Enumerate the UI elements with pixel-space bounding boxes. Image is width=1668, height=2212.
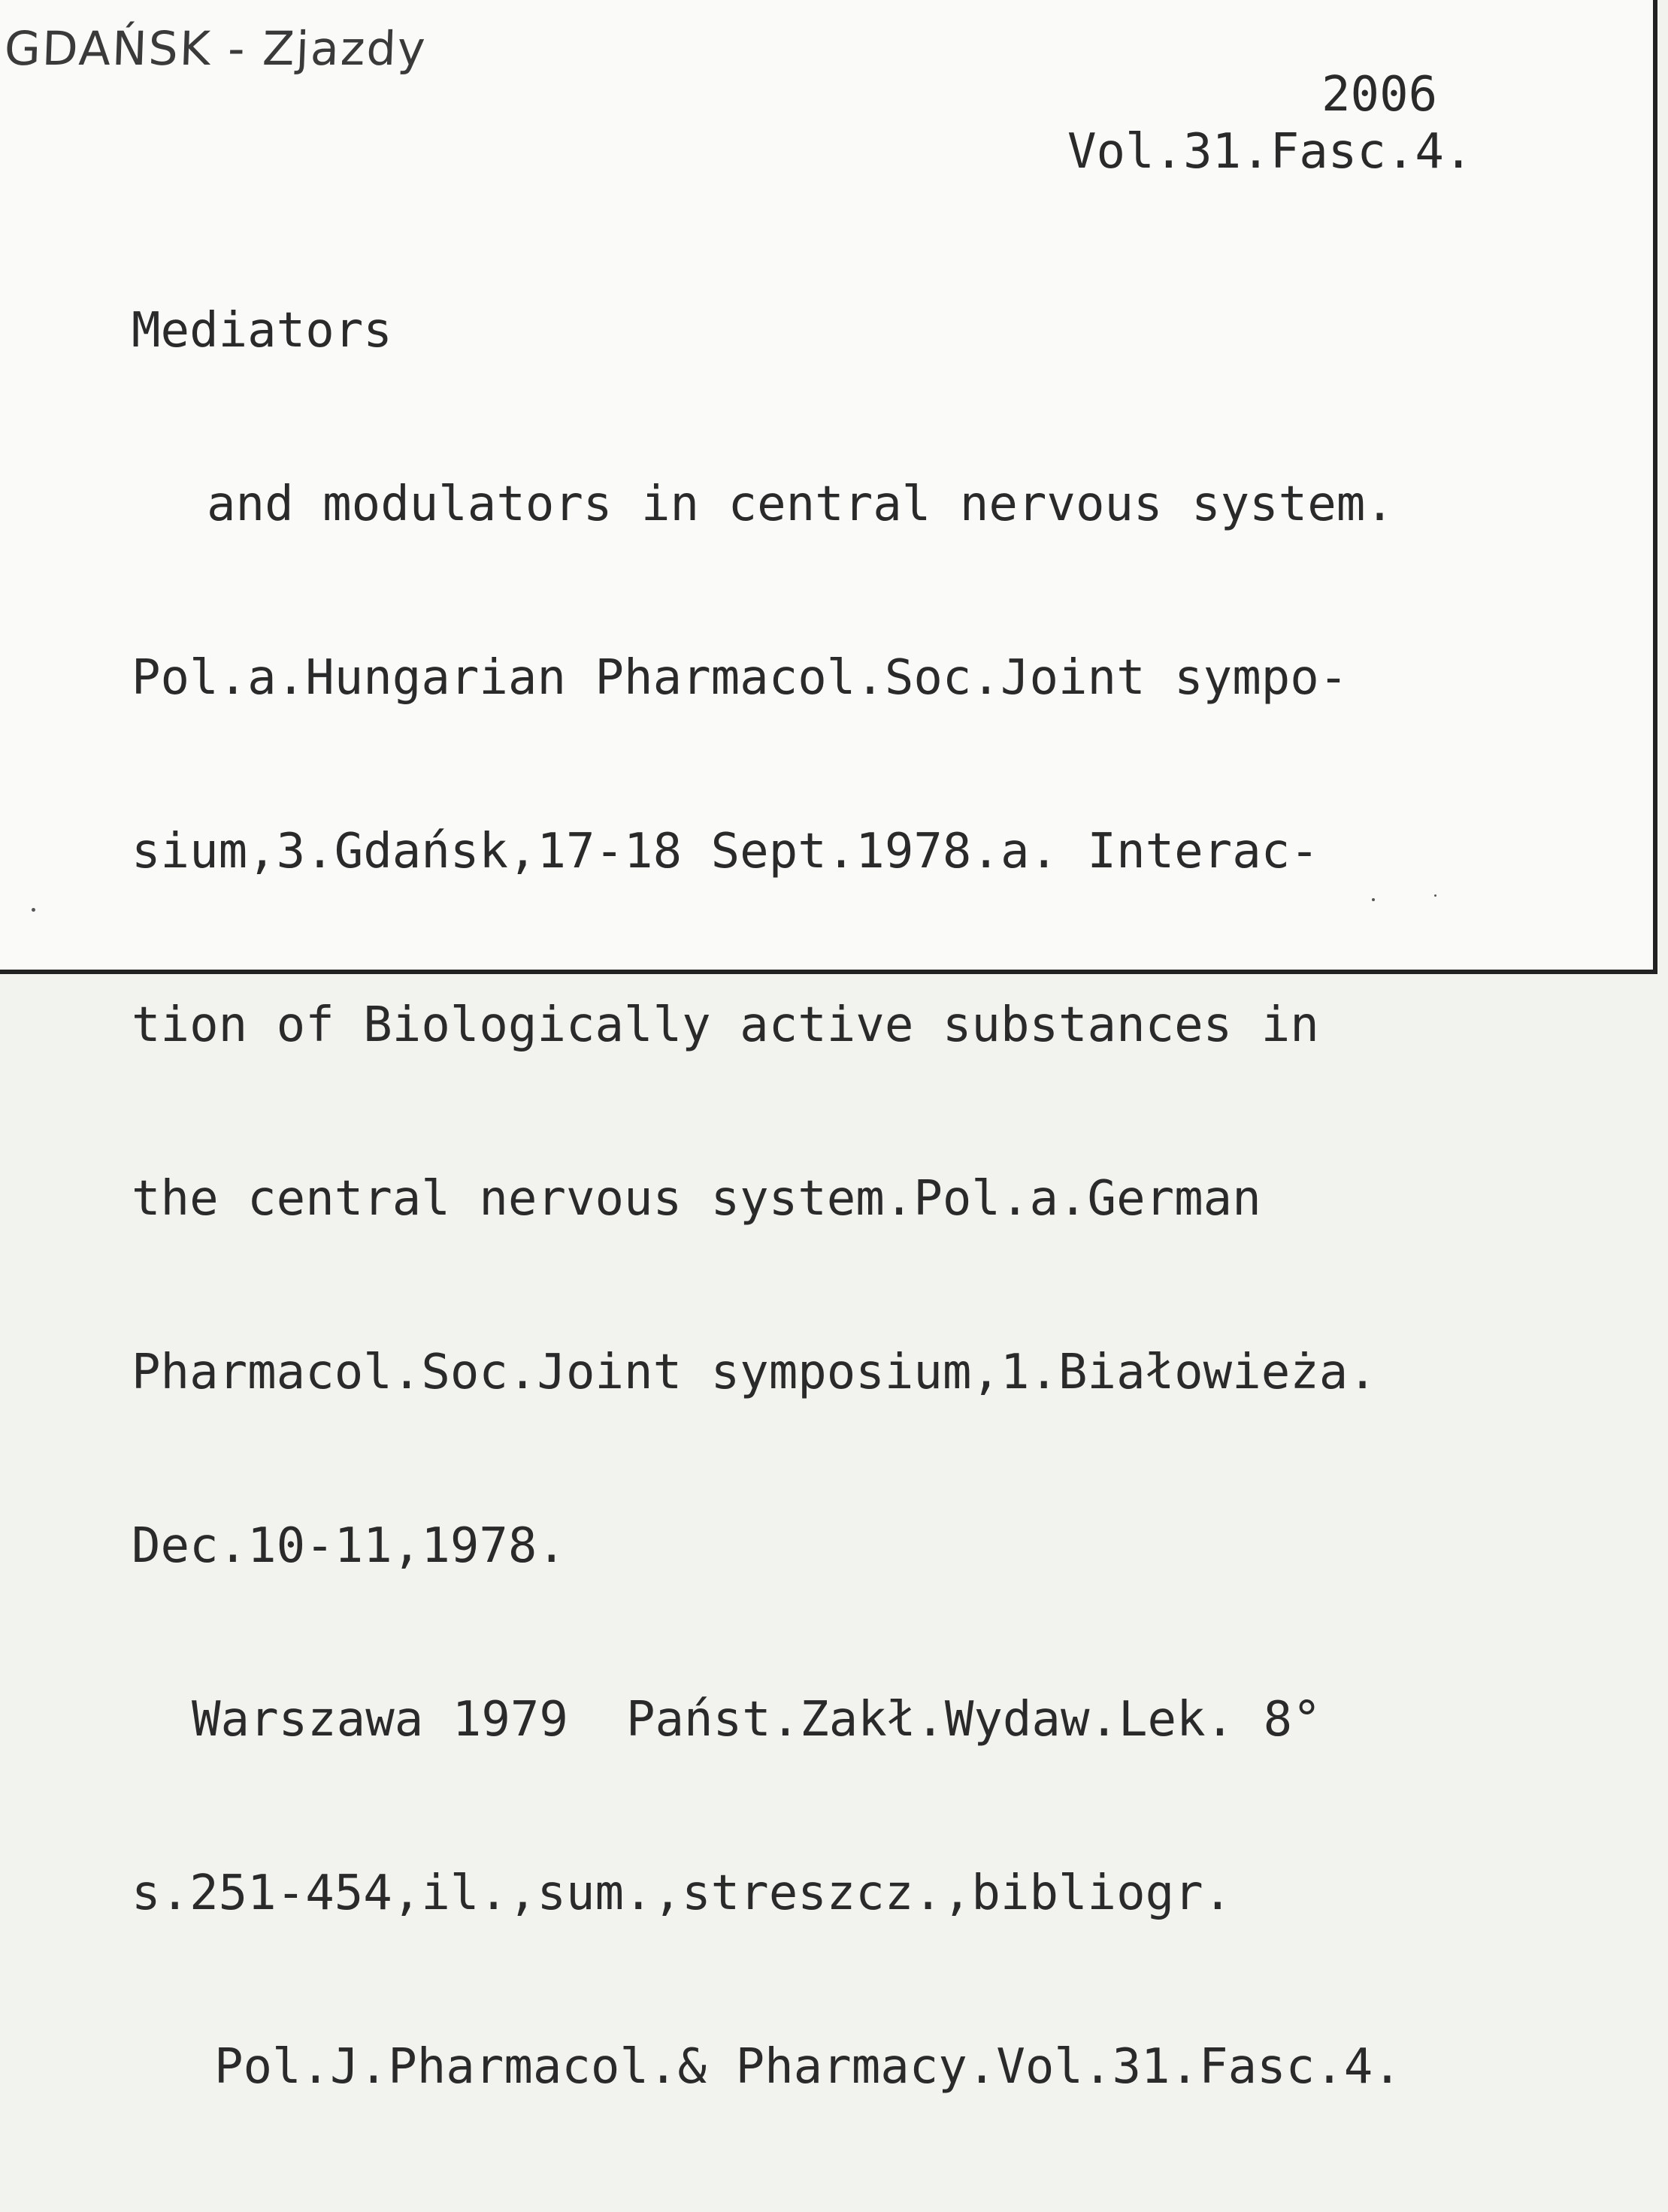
text-line: Dec.10-11,1978. (132, 1518, 566, 1574)
text-line: tion of Biologically active substances in (132, 997, 1319, 1053)
collation-line: s.251-454,il.,sum.,streszcz.,bibliogr. (132, 1866, 1233, 1921)
text-line: Pol.a.Hungarian Pharmacol.Soc.Joint sympo- (132, 650, 1349, 706)
title-line: Mediators (132, 303, 392, 359)
text-line: Pharmacol.Soc.Joint symposium,1.Białowieża. (132, 1345, 1377, 1400)
imprint-line: Warszawa 1979 Państ.Zakł.Wydaw.Lek. 8° (192, 1692, 1321, 1748)
text-line: sium,3.Gdańsk,17-18 Sept.1978.a. Interac- (132, 824, 1319, 879)
series-line: Pol.J.Pharmacol.& Pharmacy.Vol.31.Fasc.4. (214, 2039, 1402, 2095)
card-speck (1434, 894, 1436, 897)
handwritten-heading: GDAŃSK - Zjazdy (3, 21, 428, 76)
card-speck (1372, 898, 1375, 901)
card-body (132, 186, 1402, 2212)
text-line: the central nervous system.Pol.a.German (132, 1171, 1261, 1227)
year: 2006 (1321, 67, 1438, 123)
card-speck (32, 908, 35, 912)
volume-fascicle: Vol.31.Fasc.4. (1067, 124, 1473, 180)
text-line: and modulators in central nervous system. (207, 477, 1394, 532)
